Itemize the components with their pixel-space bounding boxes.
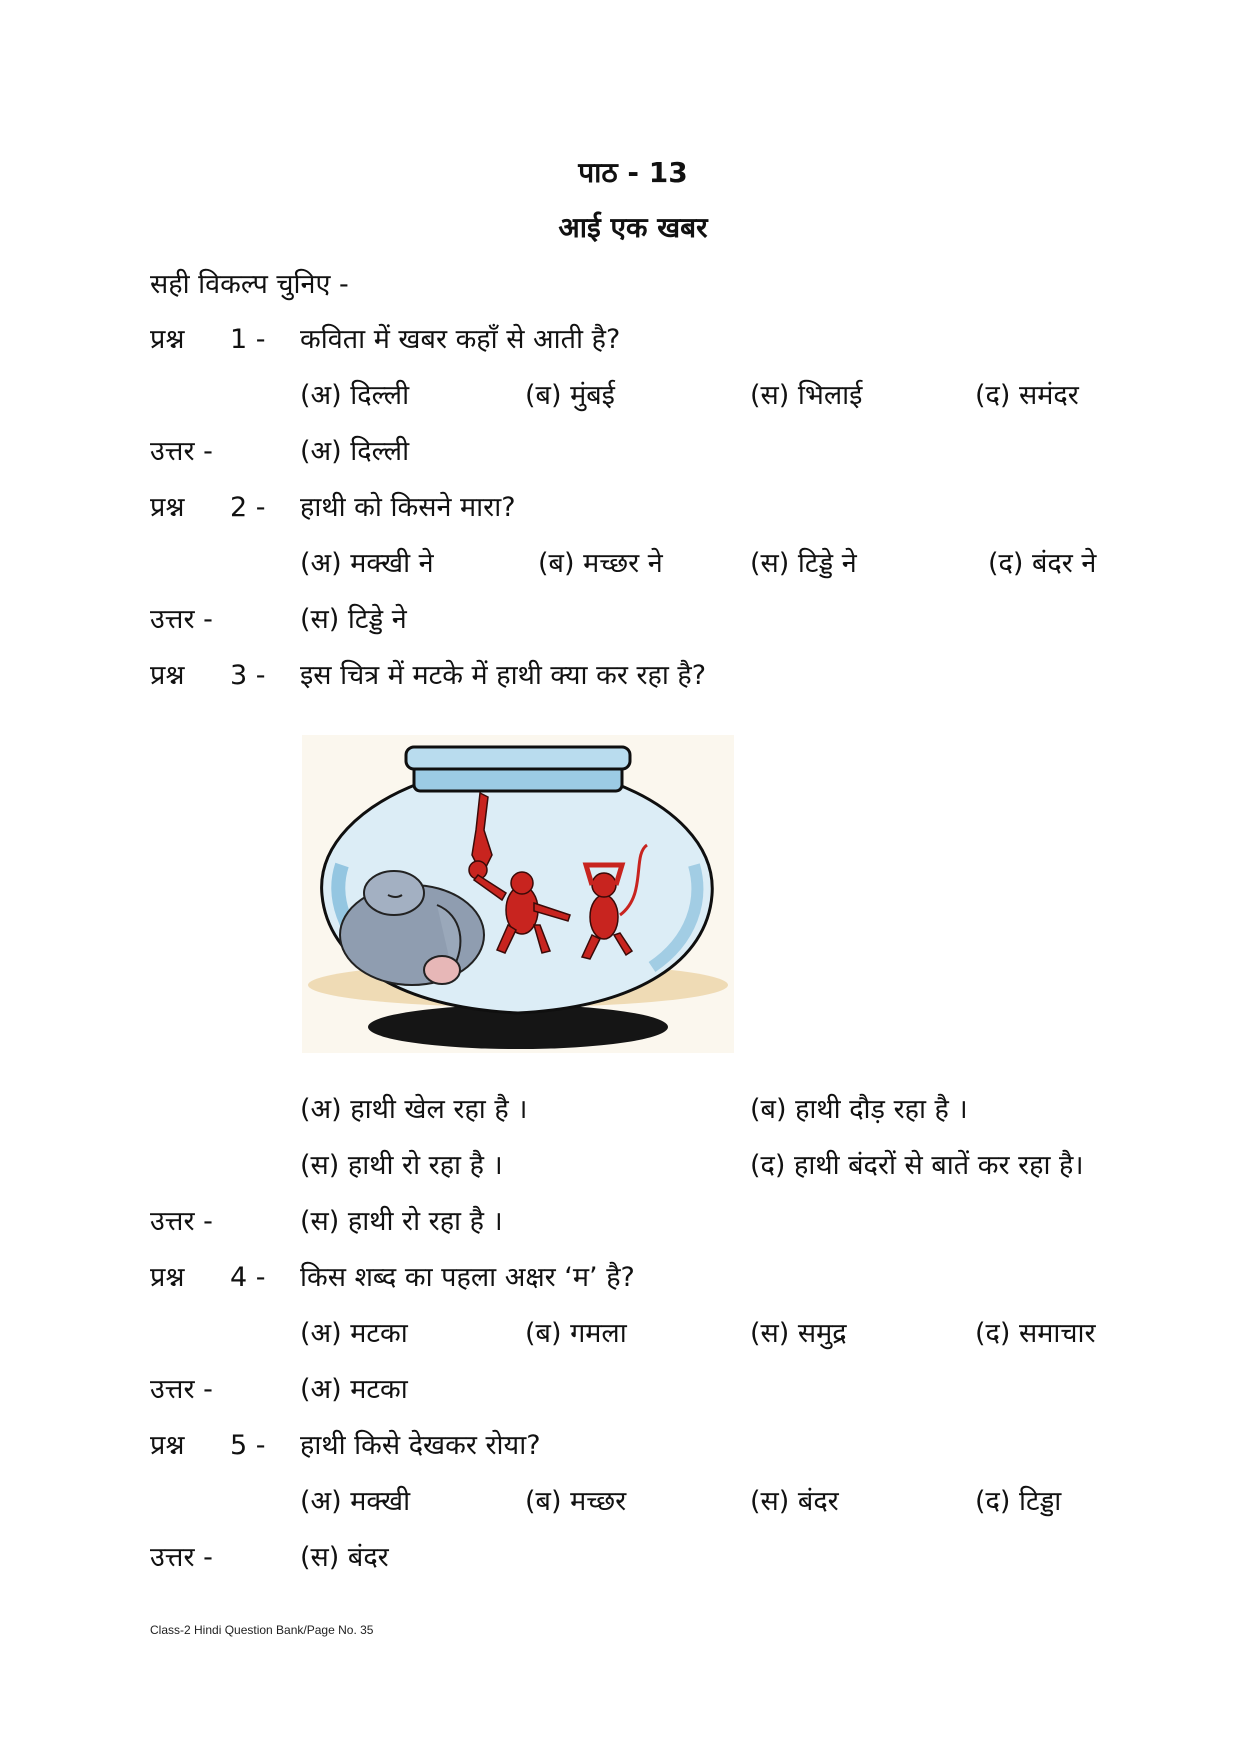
question-number: 5 - — [230, 1430, 266, 1461]
option-a: (अ) मक्खी ने — [300, 548, 434, 579]
option-d: (द) हाथी बंदरों से बातें कर रहा है। — [750, 1150, 1084, 1181]
question-text: इस चित्र में मटके में हाथी क्या कर रहा है? — [300, 660, 707, 691]
option-c: (स) टिड्डे ने — [750, 548, 857, 579]
option-c: (स) बंदर — [750, 1486, 839, 1517]
lesson-title: आई एक खबर — [558, 211, 708, 244]
answer-text: (अ) दिल्ली — [300, 436, 410, 467]
option-b: (ब) मच्छर — [525, 1486, 627, 1517]
question-number: 2 - — [230, 492, 266, 523]
option-a: (अ) मक्खी — [300, 1486, 411, 1517]
question-label: प्रश्न — [150, 324, 185, 355]
question-label: प्रश्न — [150, 1262, 185, 1293]
option-d: (द) बंदर ने — [988, 548, 1097, 579]
answer-text: (स) टिड्डे ने — [300, 604, 407, 635]
option-c: (स) भिलाई — [750, 380, 863, 411]
option-b: (ब) हाथी दौड़ रहा है । — [750, 1094, 968, 1125]
option-b: (ब) मच्छर ने — [538, 548, 663, 579]
option-b: (ब) गमला — [525, 1318, 627, 1349]
option-d: (द) समाचार — [975, 1318, 1096, 1349]
question-label: प्रश्न — [150, 1430, 185, 1461]
question-label: प्रश्न — [150, 492, 185, 523]
question-number: 3 - — [230, 660, 266, 691]
answer-label: उत्तर - — [150, 436, 213, 467]
question-text: हाथी को किसने मारा? — [300, 492, 516, 523]
question-label: प्रश्न — [150, 660, 185, 691]
option-a: (अ) दिल्ली — [300, 380, 410, 411]
option-a: (अ) हाथी खेल रहा है । — [300, 1094, 528, 1125]
question-text: कविता में खबर कहाँ से आती है? — [300, 324, 621, 355]
option-c: (स) हाथी रो रहा है । — [300, 1150, 503, 1181]
answer-text: (स) बंदर — [300, 1542, 389, 1573]
option-a: (अ) मटका — [300, 1318, 408, 1349]
answer-label: उत्तर - — [150, 1542, 213, 1573]
answer-text: (अ) मटका — [300, 1374, 408, 1405]
answer-label: उत्तर - — [150, 1206, 213, 1237]
answer-label: उत्तर - — [150, 604, 213, 635]
question-text: हाथी किसे देखकर रोया? — [300, 1430, 541, 1461]
question-text: किस शब्द का पहला अक्षर ‘म’ है? — [300, 1262, 635, 1293]
elephant-in-pot-illustration — [302, 735, 734, 1053]
answer-text: (स) हाथी रो रहा है । — [300, 1206, 503, 1237]
option-b: (ब) मुंबई — [525, 380, 615, 411]
option-c: (स) समुद्र — [750, 1318, 847, 1349]
instruction: सही विकल्प चुनिए - — [150, 269, 349, 300]
option-d: (द) समंदर — [975, 380, 1079, 411]
lesson-number: पाठ - 13 — [578, 156, 688, 189]
question-number: 1 - — [230, 324, 266, 355]
page-footer: Class-2 Hindi Question Bank/Page No. 35 — [150, 1623, 374, 1637]
option-d: (द) टिड्डा — [975, 1486, 1062, 1517]
answer-label: उत्तर - — [150, 1374, 213, 1405]
question-number: 4 - — [230, 1262, 266, 1293]
